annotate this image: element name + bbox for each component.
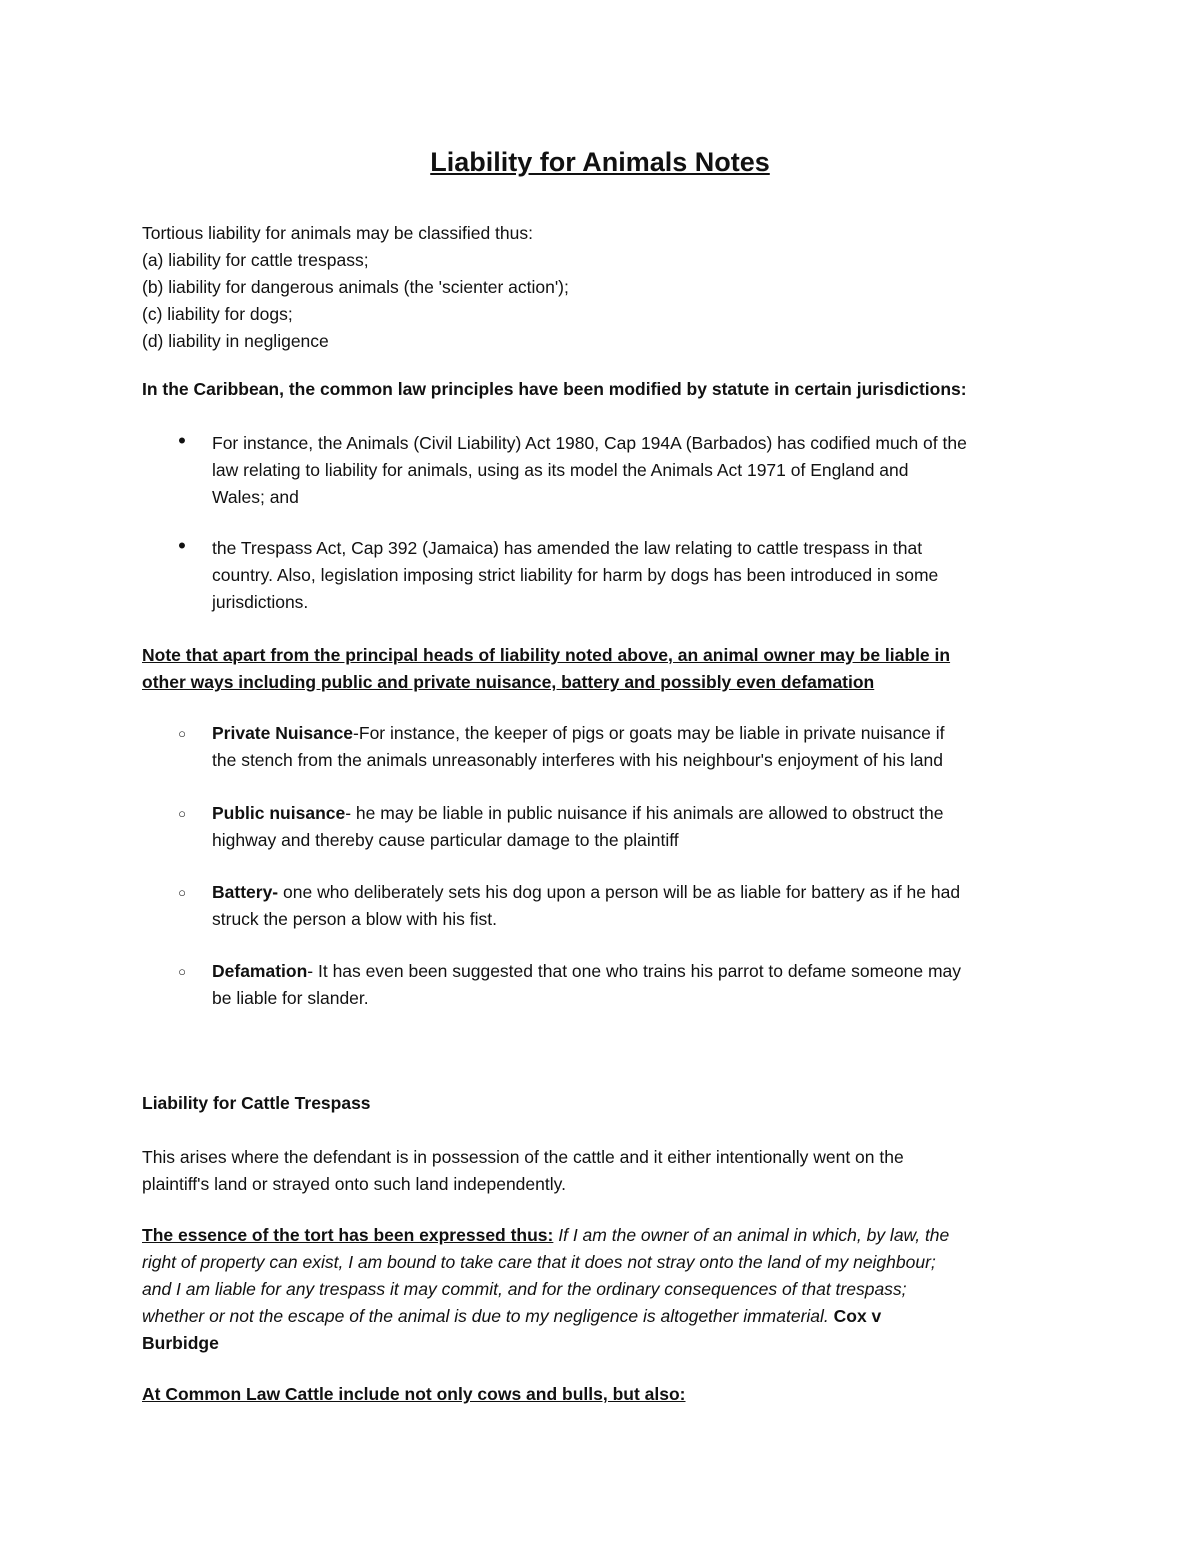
essence-quote: If I am the owner of an animal in which, by law, the [553,1225,950,1245]
intro-item: (d) liability in negligence [142,331,329,351]
page-title: Liability for Animals Notes [430,147,770,177]
case-name: Burbidge [142,1333,219,1353]
head-text: the stench from the animals unreasonably interferes with his neighbour's enjoyment of his land [212,750,943,770]
bullet-line: country. Also, legislation imposing strict liability for harm by dogs has been introduced in some [212,565,939,585]
essence-paragraph [142,1222,1062,1357]
circle-bullet-icon: ○ [178,726,186,741]
common-law-heading: At Common Law Cattle include not only cows and bulls, but also: [142,1384,686,1404]
circle-bullet-icon: ○ [178,964,186,979]
bullet-icon: • [178,428,186,453]
case-name: Cox v [828,1306,882,1326]
cattle-heading: Liability for Cattle Trespass [142,1093,371,1113]
note-heading [142,642,1062,696]
head-text: - It has even been suggested that one who trains his parrot to defame someone may [307,961,962,981]
bullet-line: Wales; and [212,487,299,507]
cattle-paragraph [142,1144,1062,1198]
bullet-line: For instance, the Animals (Civil Liability) Act 1980, Cap 194A (Barbados) has codified much of the [212,433,967,453]
intro-item: (a) liability for cattle trespass; [142,250,369,270]
essence-label: The essence of the tort has been expressed thus: [142,1225,554,1245]
circle-bullet-icon: ○ [178,885,186,900]
bullet-line: jurisdictions. [212,592,309,612]
head-text: struck the person a blow with his fist. [212,909,497,929]
bullet-line: the Trespass Act, Cap 392 (Jamaica) has amended the law relating to cattle trespass in that [212,538,923,558]
bullet-icon: • [178,533,186,558]
head-text: -For instance, the keeper of pigs or goats may be liable in private nuisance if [353,723,945,743]
cattle-line: This arises where the defendant is in possession of the cattle and it either intentionally went on the [142,1147,904,1167]
head-text: - he may be liable in public nuisance if his animals are allowed to obstruct the [345,803,944,823]
essence-quote: right of property can exist, I am bound to take care that it does not stray onto the land of my neighbour; [142,1252,936,1272]
cattle-line: plaintiff's land or strayed onto such land independently. [142,1174,566,1194]
essence-quote: and I am liable for any trespass it may commit, and for the ordinary consequences of that trespass; [142,1279,907,1299]
head-text: one who deliberately sets his dog upon a person will be as liable for battery as if he had [278,882,961,902]
intro-item: (b) liability for dangerous animals (the 'scienter action'); [142,277,569,297]
note-line: Note that apart from the principal heads of liability noted above, an animal owner may be liable in [142,645,951,665]
intro-item: (c) liability for dogs; [142,304,293,324]
caribbean-heading: In the Caribbean, the common law principles have been modified by statute in certain jurisdictions: [142,379,967,399]
intro-section [142,220,1062,355]
essence-quote: whether or not the escape of the animal is due to my negligence is altogether immaterial. [142,1306,829,1326]
intro-lead: Tortious liability for animals may be classified thus: [142,223,533,243]
head-term: Private Nuisance [212,723,354,743]
head-term: Public nuisance [212,803,346,823]
head-text: be liable for slander. [212,988,369,1008]
head-term: Battery- [212,882,279,902]
head-text: highway and thereby cause particular damage to the plaintiff [212,830,679,850]
circle-bullet-icon: ○ [178,806,186,821]
bullet-line: law relating to liability for animals, using as its model the Animals Act 1971 of England and [212,460,909,480]
note-line: other ways including public and private nuisance, battery and possibly even defamation [142,672,875,692]
head-term: Defamation [212,961,308,981]
